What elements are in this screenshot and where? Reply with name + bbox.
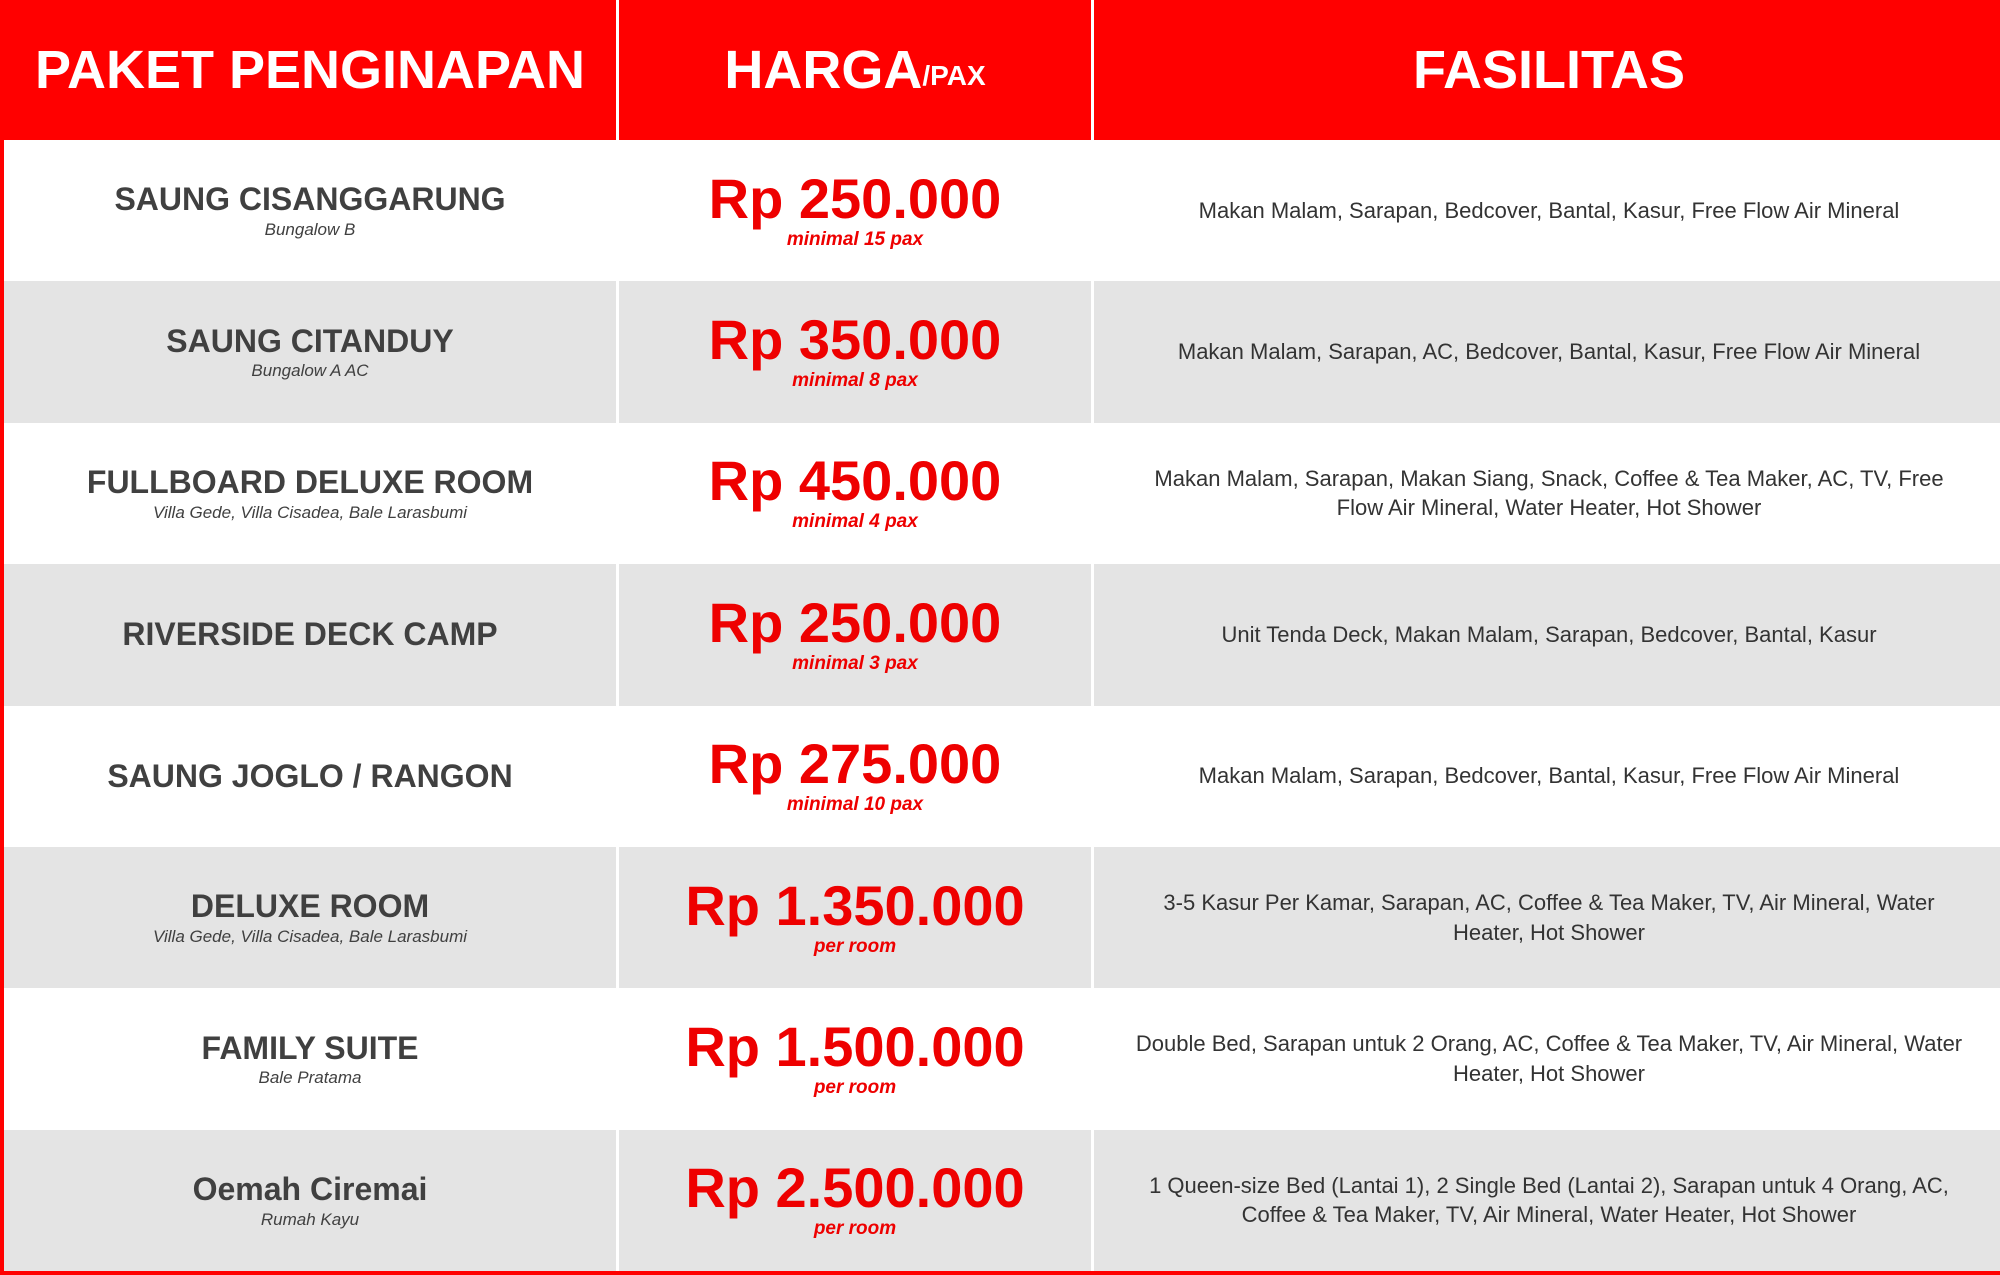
package-cell (4, 847, 616, 988)
price-value: Rp 450.000 (708, 449, 1002, 513)
facilities-cell (1094, 847, 2000, 988)
price-note: per room (813, 935, 897, 957)
package-cell (4, 564, 616, 705)
header-price-suffix: /PAX (922, 60, 986, 91)
header-package-label: PAKET PENGINAPAN (34, 40, 586, 100)
facilities-text: Double Bed, Sarapan untuk 2 Orang, AC, Coffee & Tea Maker, TV, Air Mineral, Water Heater, Hot Shower (1135, 1031, 1963, 1086)
facilities-text: 1 Queen-size Bed (Lantai 1), 2 Single Bed (Lantai 2), Sarapan untuk 4 Orang, AC, Coffee & Tea Maker, TV, Air Mineral, Water Heater, Hot Shower (1149, 1172, 1949, 1228)
price-cell (616, 564, 1094, 705)
facilities-text: Makan Malam, Sarapan, Bedcover, Bantal, Kasur, Free Flow Air Mineral (1198, 763, 1900, 789)
facilities-cell (1094, 988, 2000, 1129)
package-subtitle: Bungalow A AC (251, 361, 369, 381)
package-name: SAUNG CITANDUY (166, 322, 454, 359)
price-value: Rp 1.500.000 (685, 1014, 1025, 1078)
package-cell (4, 140, 616, 281)
facilities-cell (1094, 281, 2000, 422)
price-value: Rp 2.500.000 (685, 1156, 1025, 1220)
price-note: minimal 4 pax (792, 511, 918, 533)
price-note: minimal 10 pax (786, 794, 924, 816)
price-cell (616, 140, 1094, 281)
package-name: Oemah Ciremai (192, 1170, 428, 1207)
package-name: FAMILY SUITE (201, 1029, 419, 1066)
facilities-cell (1094, 423, 2000, 564)
price-note: minimal 15 pax (786, 228, 924, 250)
package-cell (4, 706, 616, 847)
facilities-text: Unit Tenda Deck, Makan Malam, Sarapan, Bedcover, Bantal, Kasur (1221, 621, 1877, 647)
price-value: Rp 275.000 (708, 732, 1002, 796)
price-note: per room (813, 1218, 897, 1240)
facilities-text: Makan Malam, Sarapan, Bedcover, Bantal, Kasur, Free Flow Air Mineral (1198, 197, 1900, 223)
price-note: minimal 8 pax (792, 370, 918, 392)
package-subtitle: Rumah Kayu (260, 1209, 360, 1229)
price-note: per room (813, 1076, 897, 1098)
package-subtitle: Bungalow B (264, 220, 356, 240)
price-cell (616, 423, 1094, 564)
header-facilities-label: FASILITAS (1412, 40, 1685, 100)
facilities-cell (1094, 564, 2000, 705)
facilities-text: 3-5 Kasur Per Kamar, Sarapan, AC, Coffee & Tea Maker, TV, Air Mineral, Water Heater, Hot Shower (1163, 889, 1935, 945)
package-cell (4, 281, 616, 422)
price-cell (616, 847, 1094, 988)
header-facilities (1094, 0, 2000, 140)
price-value: Rp 1.350.000 (685, 873, 1025, 937)
facilities-cell (1094, 706, 2000, 847)
header-package (4, 0, 616, 140)
price-cell (616, 1130, 1094, 1271)
header-price-label: HARGA (724, 40, 923, 100)
price-cell (616, 281, 1094, 422)
package-cell (4, 988, 616, 1129)
facilities-cell (1094, 140, 2000, 281)
package-subtitle: Villa Gede, Villa Cisadea, Bale Larasbumi (152, 926, 468, 946)
price-value: Rp 250.000 (708, 590, 1002, 654)
price-cell (616, 988, 1094, 1129)
package-cell (4, 423, 616, 564)
package-subtitle: Bale Pratama (258, 1068, 362, 1088)
facilities-text: Makan Malam, Sarapan, AC, Bedcover, Bantal, Kasur, Free Flow Air Mineral (1177, 339, 1921, 365)
package-name: FULLBOARD DELUXE ROOM (86, 464, 534, 501)
facilities-text: Makan Malam, Sarapan, Makan Siang, Snack, Coffee & Tea Maker, AC, TV, Free Flow Air Mineral, Water Heater, Hot Shower (1154, 465, 1944, 521)
header-price (616, 0, 1094, 140)
price-value: Rp 250.000 (708, 166, 1002, 230)
facilities-cell (1094, 1130, 2000, 1271)
price-note: minimal 3 pax (792, 652, 918, 674)
package-subtitle: Villa Gede, Villa Cisadea, Bale Larasbumi (152, 502, 468, 522)
package-name: SAUNG CISANGGARUNG (114, 181, 506, 218)
price-cell (616, 706, 1094, 847)
price-value: Rp 350.000 (708, 308, 1002, 372)
package-name: RIVERSIDE DECK CAMP (122, 616, 498, 653)
package-cell (4, 1130, 616, 1271)
package-name: SAUNG JOGLO / RANGON (107, 757, 513, 794)
package-name: DELUXE ROOM (190, 888, 430, 925)
